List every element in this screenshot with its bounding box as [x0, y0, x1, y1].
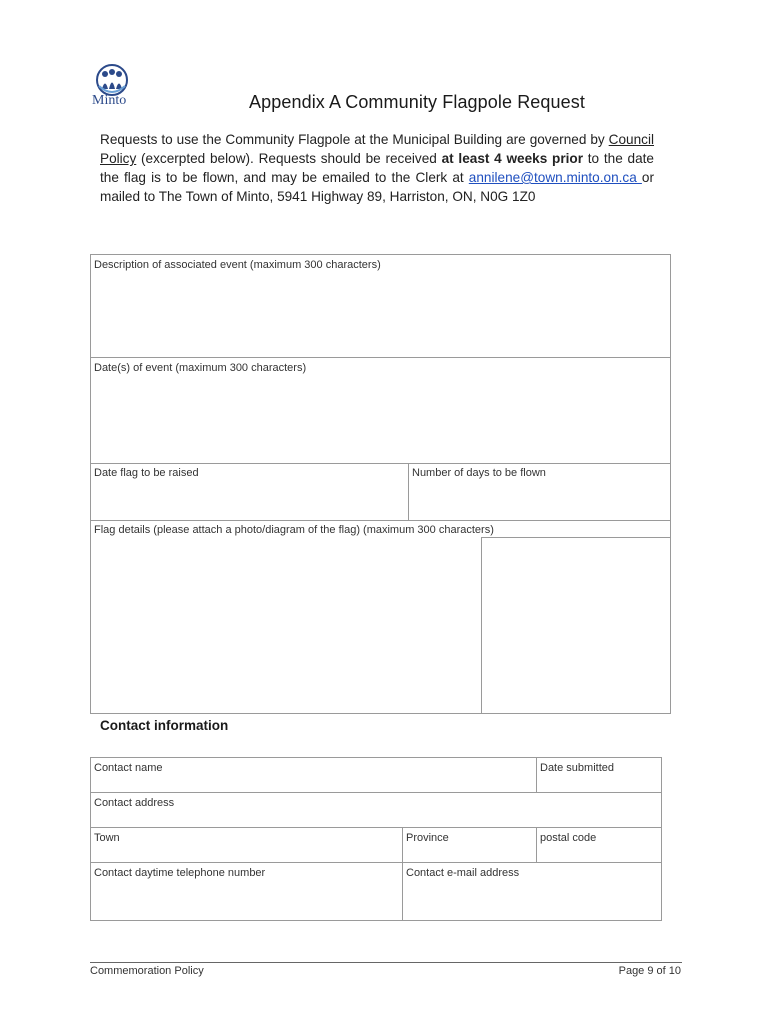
event-dates-field[interactable]: Date(s) of event (maximum 300 characters) [94, 362, 307, 374]
column-divider [536, 827, 537, 862]
column-divider [402, 827, 403, 921]
postal-code-field[interactable]: postal code [540, 832, 597, 844]
contact-name-field[interactable]: Contact name [94, 762, 163, 774]
flag-photo-box[interactable] [481, 537, 671, 714]
intro-text-3: to the date the flag is to be flown, and may be emailed to the Clerk at [100, 151, 654, 185]
page-number: Page 9 of 10 [618, 965, 681, 977]
row-divider [90, 827, 662, 828]
row-divider [90, 862, 662, 863]
row-divider [90, 792, 662, 793]
logo-text: Minto [92, 93, 127, 108]
email-field[interactable]: Contact e-mail address [406, 867, 520, 879]
phone-field[interactable]: Contact daytime telephone number [94, 867, 266, 879]
days-flown-field[interactable]: Number of days to be flown [412, 467, 546, 479]
intro-text-1: Requests to use the Community Flagpole at the Municipal Building are governed by [100, 132, 605, 147]
row-divider [90, 463, 671, 464]
footer-divider [90, 962, 682, 963]
contact-address-field[interactable]: Contact address [94, 797, 175, 809]
flag-details-field[interactable]: Flag details (please attach a photo/diagram of the flag) (maximum 300 characters) [94, 524, 494, 536]
contact-heading: Contact information [100, 718, 229, 733]
council-policy-link[interactable]: Council Policy [100, 132, 655, 166]
page-title: Appendix A Community Flagpole Request [249, 92, 585, 112]
date-raised-field[interactable]: Date flag to be raised [94, 467, 199, 479]
clerk-email-link[interactable]: annilene@town.minto.on.ca [468, 170, 642, 185]
province-field[interactable]: Province [406, 832, 449, 844]
row-divider [90, 520, 671, 521]
intro-text-2: (excerpted below). Requests should be received [136, 151, 442, 166]
intro-bold-deadline: at least 4 weeks prior [441, 151, 584, 166]
town-field[interactable]: Town [94, 832, 120, 844]
row-divider [90, 357, 671, 358]
date-submitted-field[interactable]: Date submitted [540, 762, 614, 774]
intro-paragraph [100, 130, 654, 206]
column-divider [408, 463, 409, 520]
intro-text-4: or mailed to The Town of Minto, 5941 Highway 89, Harriston, ON, N0G 1Z0 [100, 170, 654, 204]
event-description-field[interactable]: Description of associated event (maximum 300 characters) [94, 259, 381, 271]
footer-title: Commemoration Policy [90, 965, 204, 977]
column-divider [536, 757, 537, 792]
